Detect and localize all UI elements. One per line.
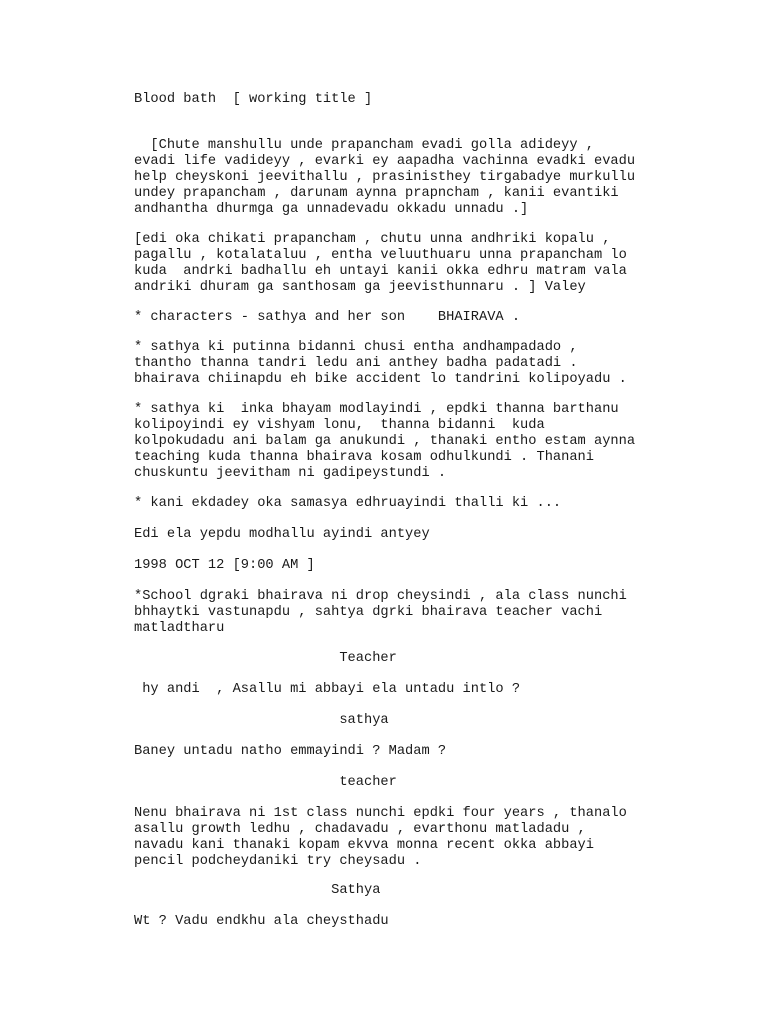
fear-paragraph-line: chuskuntu jeevitham ni gadipeystundi . [134,466,447,481]
scene-paragraph-line: matladtharu [134,621,225,636]
intro-paragraph-line: andhantha dhurmga ga unnadevadu okkadu unnadu .] [134,202,529,217]
dialogue-line: navadu kani thanaki kopam ekvva monna recent okka abbayi [134,838,594,853]
fear-paragraph-line: kolipoyindi ey vishyam lonu, thanna bidanni kuda [134,418,545,433]
world-paragraph-line: kuda andrki badhallu eh untayi kanii okka edhru matram vala [134,264,627,279]
character-cue: Teacher [134,651,397,666]
date-line: 1998 OCT 12 [9:00 AM ] [134,558,315,573]
dialogue-line: asallu growth ledhu , chadavadu , evarthonu matladadu , [134,822,586,837]
intro-paragraph-line: help cheyskoni jeevithallu , prasinisthey tirgabadye murkullu [134,170,636,185]
intro-paragraph-line: undey prapancham , darunam aynna prapncham , kanii evantiki [134,186,619,201]
dialogue-line: Nenu bhairava ni 1st class nunchi epdki four years , thanalo [134,806,627,821]
problem-line: * kani ekdadey oka samasya edhruayindi thalli ki ... [134,496,562,511]
character-cue: sathya [134,713,389,728]
backstory-paragraph-line: thantho thanna tandri ledu ani anthey badha padatadi . [134,356,578,371]
character-cue: Sathya [134,883,381,898]
script-page [134,0,734,929]
world-paragraph-line: [edi oka chikati prapancham , chutu unna andhriki kopalu , [134,232,611,247]
intro-paragraph-line: evadi life vadideyy , evarki ey aapadha vachinna evadki evadu [134,154,636,169]
characters-line: * characters - sathya and her son BHAIRAVA . [134,310,521,325]
world-paragraph-line: andriki dhuram ga santhosam ga jeevisthunnaru . ] Valey [134,280,586,295]
backstory-paragraph-line: bhairava chiinapdu eh bike accident lo tandrini kolipoyadu . [134,372,627,387]
scene-paragraph-line: *School dgraki bhairava ni drop cheysindi , ala class nunchi [134,589,627,604]
intro-paragraph-line: [Chute manshullu unde prapancham evadi golla adideyy , [134,138,594,153]
dialogue-line: hy andi , Asallu mi abbayi ela untadu intlo ? [134,682,521,697]
dialogue-line: Baney untadu natho emmayindi ? Madam ? [134,744,447,759]
dialogue-line: pencil podcheydaniki try cheysadu . [134,854,422,869]
dialogue-line: Wt ? Vadu endkhu ala cheysthadu [134,914,389,929]
world-paragraph-line: pagallu , kotalataluu , entha veluuthuaru unna prapancham lo [134,248,627,263]
character-cue: teacher [134,775,397,790]
document-title: Blood bath [ working title ] [134,92,373,107]
fear-paragraph-line: kolpokudadu ani balam ga anukundi , thanaki entho estam aynna [134,434,636,449]
backstory-paragraph-line: * sathya ki putinna bidanni chusi entha andhampadado , [134,340,578,355]
origin-line: Edi ela yepdu modhallu ayindi antyey [134,527,430,542]
fear-paragraph-line: teaching kuda thanna bhairava kosam odhulkundi . Thanani [134,450,594,465]
scene-paragraph-line: bhhaytki vastunapdu , sahtya dgrki bhairava teacher vachi [134,605,603,620]
fear-paragraph-line: * sathya ki inka bhayam modlayindi , epdki thanna barthanu [134,402,619,417]
